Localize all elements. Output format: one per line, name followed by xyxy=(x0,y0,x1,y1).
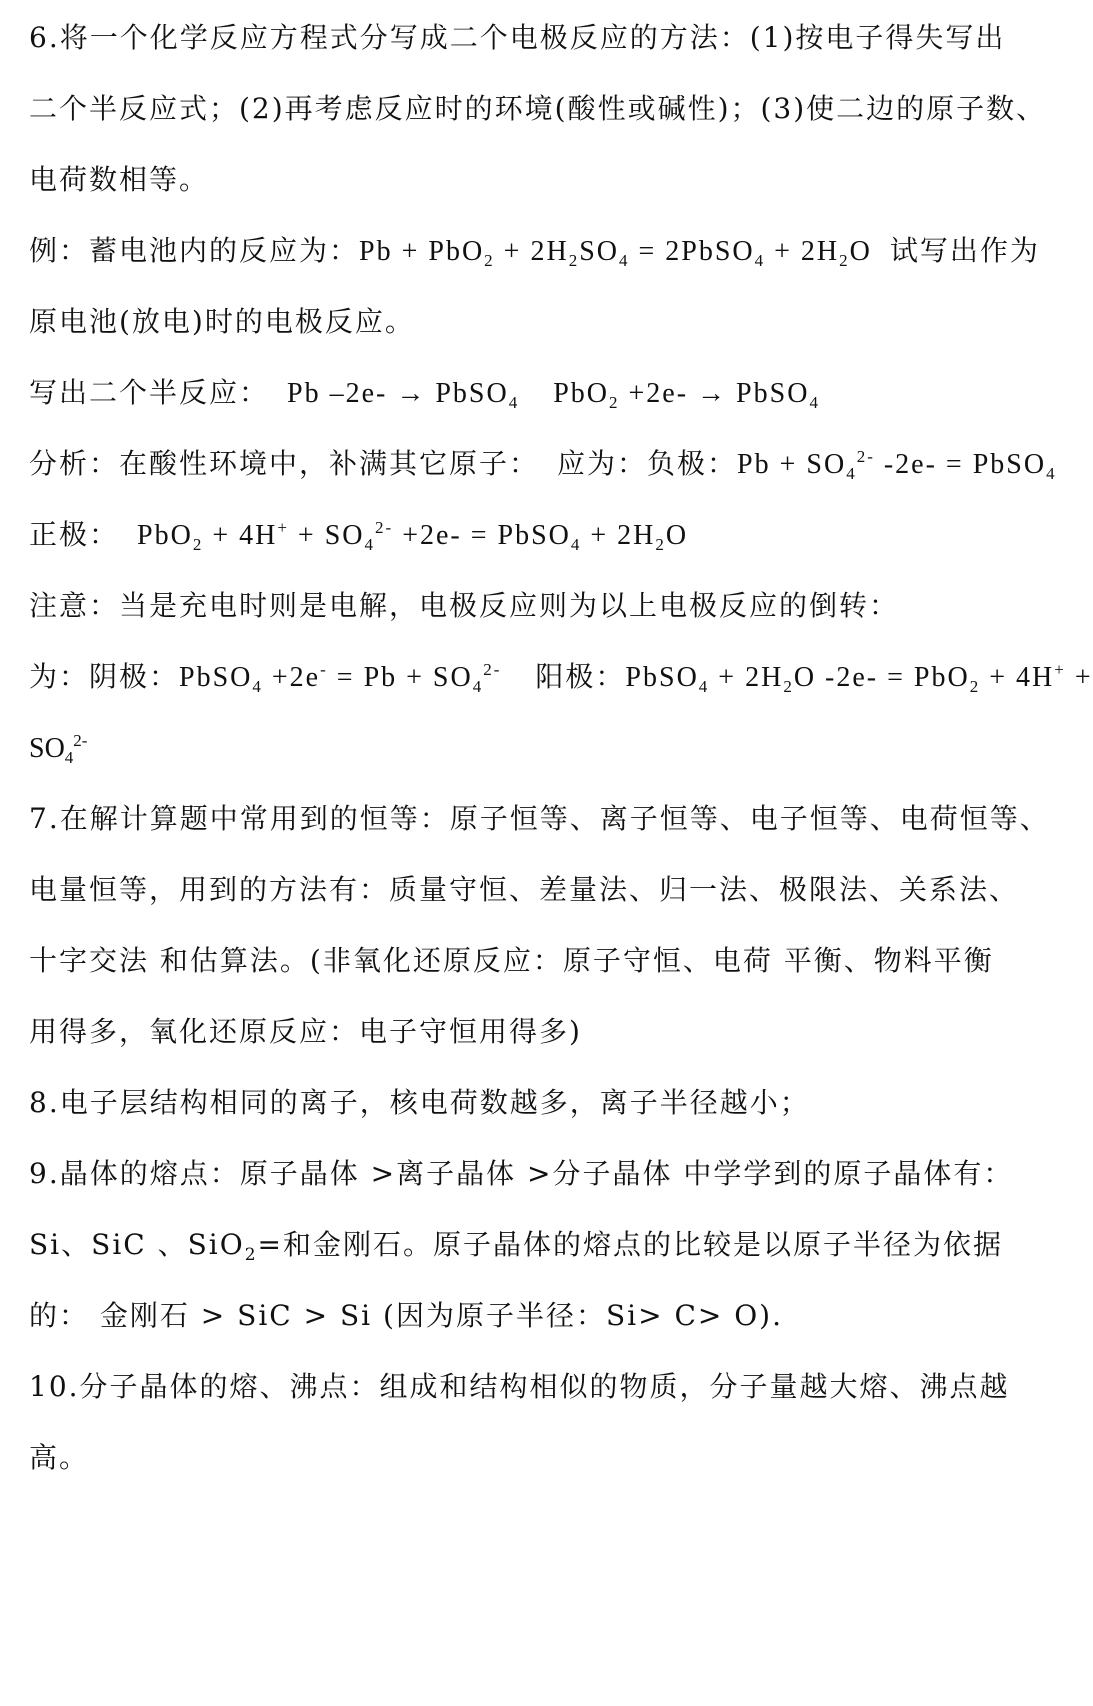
anode-label: 阳极： xyxy=(535,660,626,693)
note-line: 注意：当是充电时则是电解，电极反应则为以上电极反应的倒转： xyxy=(29,589,900,622)
text-line-2: 二个半反应式；(2)再考虑反应时的环境(酸性或碱性)；(3)使二边的原子数、 xyxy=(29,92,1047,125)
text-line-18a: Si、SiC 、SiO xyxy=(29,1228,245,1261)
text-line-19: 的： 金刚石 > SiC > Si (因为原子半径：Si> C> O). xyxy=(29,1299,784,1332)
electrolysis-line xyxy=(29,657,1093,697)
paragraph-line xyxy=(29,1438,89,1478)
text-line-1: 6.将一个化学反应方程式分写成二个电极反应的方法：(1)按电子得失写出 xyxy=(29,21,1006,54)
reaction-equation: $Pb + PbO_2 + 2H_2SO_4$ = 2PbSO$_4$ + $2H_2O$ xyxy=(359,236,872,270)
subscript: 2 xyxy=(244,1245,258,1265)
text-line-15: 用得多，氧化还原反应：电子守恒用得多) xyxy=(29,1015,582,1048)
text-line-17: 9.晶体的熔点：原子晶体 >离子晶体 >分子晶体 中学学到的原子晶体有： xyxy=(29,1157,1014,1190)
paragraph-line xyxy=(29,1154,1013,1194)
positive-line xyxy=(29,515,688,555)
paragraph-line xyxy=(29,1012,582,1052)
paragraph-line xyxy=(29,1367,1010,1407)
paragraph-line xyxy=(29,1225,1003,1265)
paragraph-line xyxy=(29,799,1050,839)
text-line-21: 高。 xyxy=(29,1441,90,1474)
paragraph-line xyxy=(29,160,209,200)
text-line-16: 8.电子层结构相同的离子，核电荷数越多，离子半径越小； xyxy=(29,1086,810,1119)
paragraph-line xyxy=(29,302,415,342)
text-line-20: 10.分子晶体的熔、沸点：组成和结构相似的物质，分子量越大熔、沸点越 xyxy=(29,1370,1010,1403)
sulfate-ion: $SO_4^{2-}$ xyxy=(29,731,88,767)
half-reactions-line xyxy=(29,373,820,413)
half-reactions-label: 写出二个半反应： xyxy=(29,376,270,409)
positive-label: 正极： xyxy=(29,518,120,551)
paragraph-line xyxy=(29,1296,783,1336)
cathode-label: 为：阴极： xyxy=(29,660,180,693)
cathode-reaction: PbSO$_4$ $+2e^- = Pb + SO_4^{2-}$ xyxy=(179,660,502,696)
text-line-3: 电荷数相等。 xyxy=(29,163,210,196)
paragraph-line xyxy=(29,89,1046,129)
example-tail: 试写出作为 xyxy=(889,234,1040,267)
text-line-13: 电量恒等，用到的方法有：质量守恒、差量法、归一法、极限法、关系法、 xyxy=(29,873,1020,906)
text-line-12: 7.在解计算题中常用到的恒等：原子恒等、离子恒等、电子恒等、电荷恒等、 xyxy=(29,802,1050,835)
negative-label: 应为：负极： xyxy=(557,447,738,480)
analysis-line xyxy=(29,444,1057,484)
example-line xyxy=(29,231,1040,271)
paragraph-line xyxy=(29,1083,810,1123)
text-line-14: 十字交法 和估算法。(非氧化还原反应：原子守恒、电荷 平衡、物料平衡 xyxy=(29,944,994,977)
paragraph-line xyxy=(29,18,1005,58)
text-line-5: 原电池(放电)时的电极反应。 xyxy=(29,305,415,338)
half-reaction-1: Pb –2e- → PbSO$_4$ xyxy=(287,378,520,412)
anode-reaction: PbSO$_4$ + $2H_2O$ -2e- = PbO$_2$ + 4H+ + xyxy=(625,660,1093,696)
half-reaction-2: PbO$_2$ +2e- → PbSO$_4$ xyxy=(553,378,820,412)
analysis-label: 分析：在酸性环境中，补满其它原子： xyxy=(29,447,540,480)
text-line-18b: =和金刚石。原子晶体的熔点的比较是以原子半径为依据 xyxy=(257,1228,1003,1261)
positive-electrode-reaction: $PbO_2 + 4H^+ + SO_4^{2-} +2e-$ = PbSO$_4$ + $2H_2O$ xyxy=(137,518,689,554)
negative-electrode-reaction: $Pb + SO_4^{2-}$ -2e- = PbSO$_4$ xyxy=(737,447,1057,483)
paragraph-line xyxy=(29,870,1019,910)
paragraph-line xyxy=(29,941,994,981)
anode-continuation-line xyxy=(29,728,87,768)
example-label: 例：蓄电池内的反应为： xyxy=(29,234,360,267)
paragraph-line xyxy=(29,586,899,626)
